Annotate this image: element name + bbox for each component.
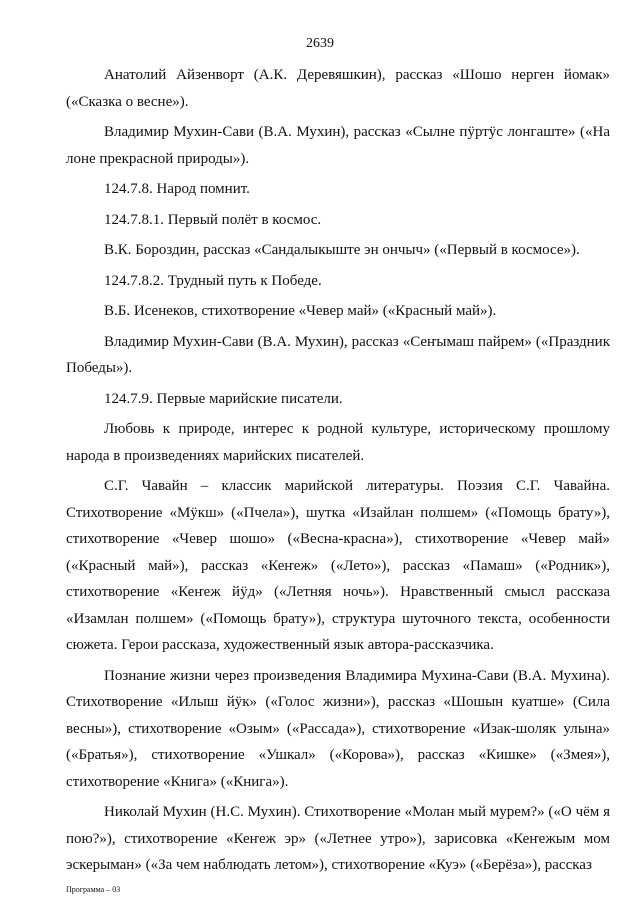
- paragraph: В.Б. Исенеков, стихотворение «Чевер май» («Красный май»).: [104, 303, 497, 319]
- page-number: 2639: [306, 36, 334, 51]
- section-heading: 124.7.8.2. Трудный путь к Победе.: [104, 272, 322, 289]
- paragraph: С.Г. Чавайн – классик марийской литературы. Поэзия С.Г. Чавайна. Стихотворение «Мӱкш» («Пчела»), шутка «Изайлан полшем» («Помощь брату»), стихотворение «Чевер шошо» («Весна-красна»), стихотворение «Чевер май» («Красный май»), рассказ «Кеҥеж» («Лето»), рассказ «Памаш» («Родник»), стихотворение «Кеҥеж йӱд» («Летняя ночь»). Нравственный смысл рассказа «Изамлан полшем» («Помощь брату»), структура шуточного текста, особенности сюжета. Герои рассказа, художественный язык автора-рассказчика.: [66, 478, 610, 653]
- document-body: [66, 62, 610, 883]
- section-heading: 124.7.9. Первые марийские писатели.: [104, 390, 343, 407]
- paragraph: Владимир Мухин-Сави (В.А. Мухин), рассказ «Сылне пӱртӱс лонгаште» («На лоне прекрасной природы»).: [66, 124, 610, 167]
- paragraph: Владимир Мухин-Сави (В.А. Мухин), рассказ «Сеҥымаш пайрем» («Праздник Победы»).: [66, 333, 610, 376]
- section-heading: 124.7.8. Народ помнит.: [104, 181, 250, 197]
- section-heading: 124.7.8.1. Первый полёт в космос.: [104, 211, 322, 228]
- paragraph: Николай Мухин (Н.С. Мухин). Стихотворение «Молан мый мурем?» («О чём я пою?»), стихотворение «Кеҥеж эр» («Летнее утро»), зарисовка «Кеҥежым мом эскерыман» («За чем наблюдать летом»), стихотворение «Куэ» («Берёза»), рассказ: [66, 804, 610, 873]
- paragraph: Познание жизни через произведения Владимира Мухина-Сави (В.А. Мухина). Стихотворение «Илыш йӱк» («Голос жизни»), рассказ «Шошын куатше» (Сила весны»), стихотворение «Озым» («Рассада»), стихотворение «Изак-шоляк улына» («Братья»), стихотворение «Ушкал» («Корова»), рассказ «Кишке» («Змея»), стихотворение «Книга» («Книга»).: [66, 667, 610, 790]
- paragraph: В.К. Бороздин, рассказ «Сандалыкыште эн ончыч» («Первый в космосе»).: [104, 242, 580, 258]
- footer-label: Программа – 03: [66, 885, 121, 894]
- paragraph: Анатолий Айзенворт (А.К. Деревяшкин), рассказ «Шошо нерген йомак» («Сказка о весне»).: [66, 67, 610, 110]
- paragraph: Любовь к природе, интерес к родной культуре, историческому прошлому народа в произведениях марийских писателей.: [66, 421, 610, 464]
